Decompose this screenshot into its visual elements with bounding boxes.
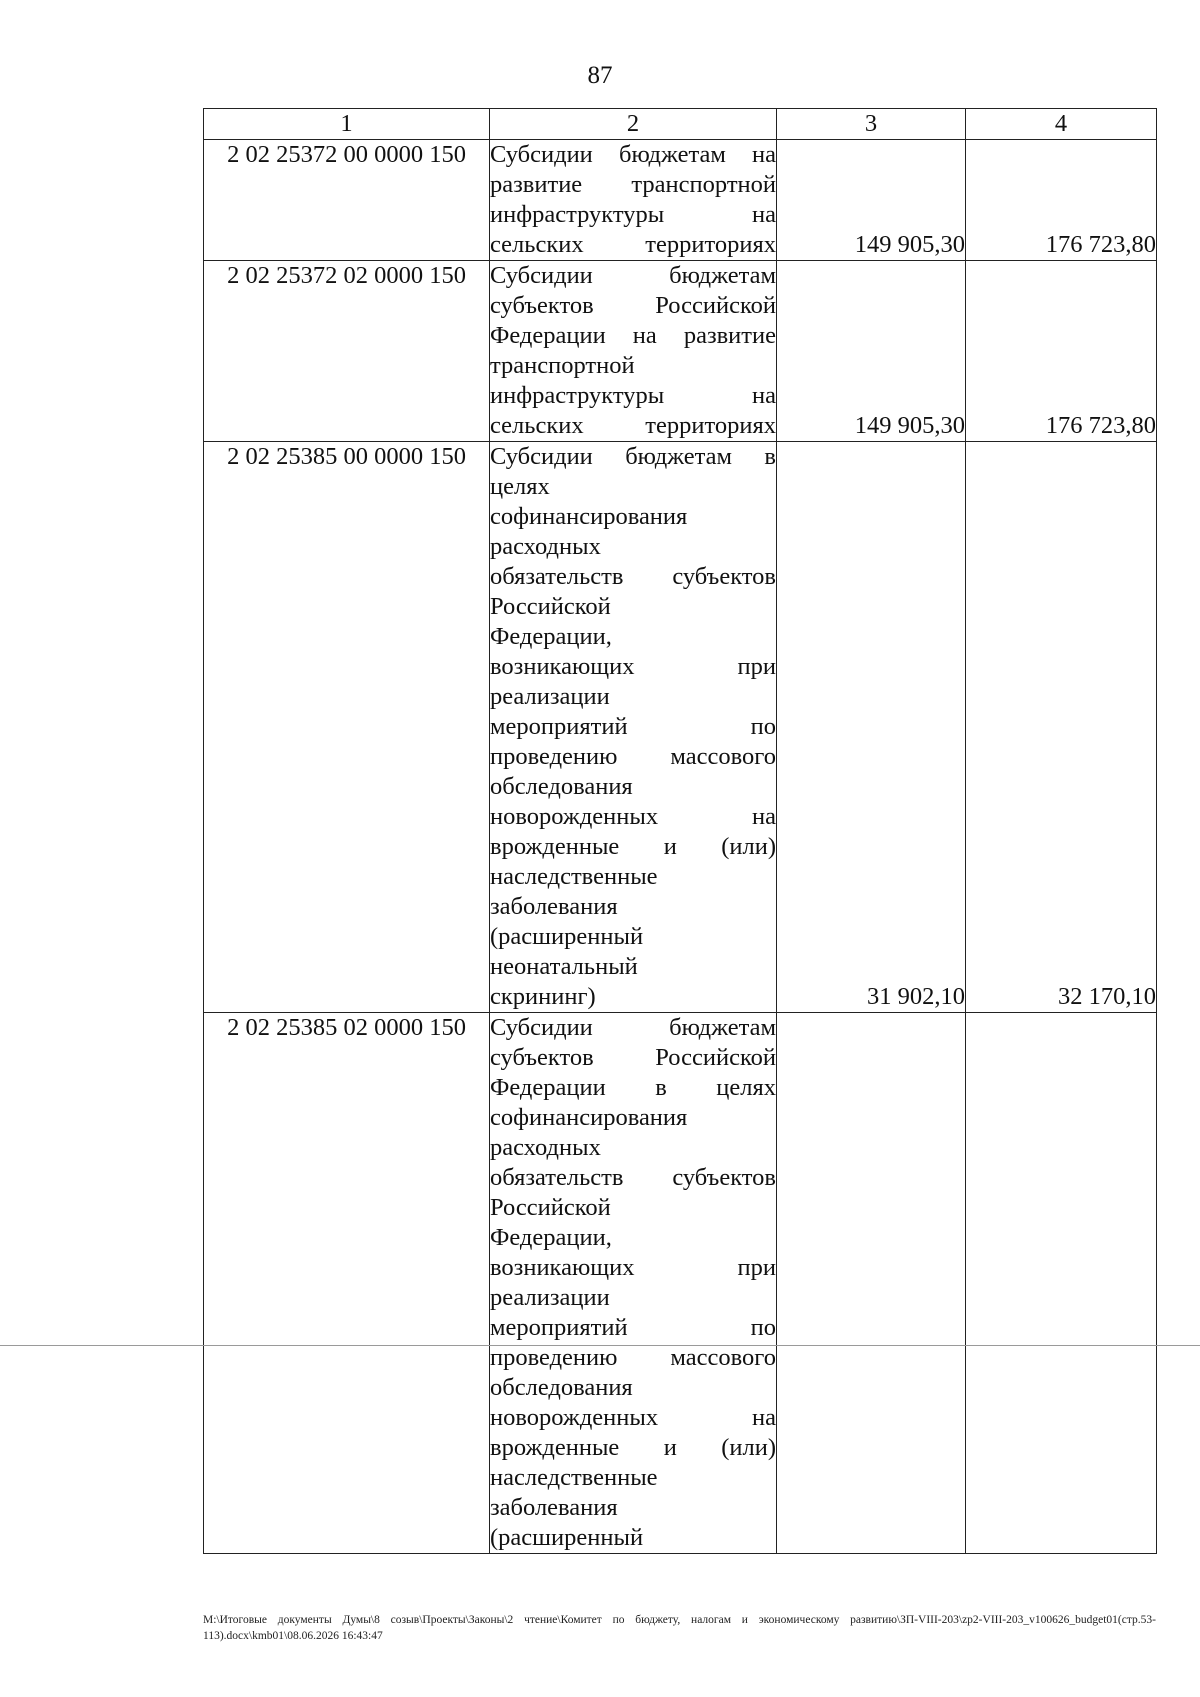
description-line: инфраструктуры на (490, 201, 776, 228)
budget-code-cell: 2 02 25385 02 0000 150 (204, 1013, 490, 1554)
table-header-row (204, 109, 1157, 140)
description-line: наследственные (490, 863, 658, 890)
description-line: Субсидии бюджетам в (490, 443, 776, 470)
column-header: 1 (204, 109, 490, 140)
description-line: реализации (490, 1284, 610, 1311)
description-line: субъектов Российской (490, 292, 776, 319)
value-col-4-cell (966, 1013, 1157, 1554)
description-line: возникающих при (490, 653, 776, 680)
value-col-4-cell: 32 170,10 (966, 442, 1157, 1013)
description-line: транспортной (490, 352, 635, 379)
value-col-3-cell: 31 902,10 (777, 442, 966, 1013)
description-line: Субсидии бюджетам на (490, 141, 776, 168)
scan-fold-line (0, 1345, 1200, 1346)
description-line: Федерации в целях (490, 1074, 776, 1101)
table-row (204, 261, 1157, 442)
description-line: целях (490, 473, 550, 500)
description-line: неонатальный (490, 953, 638, 980)
description-line: (расширенный (490, 923, 644, 950)
description-line: софинансирования (490, 503, 688, 530)
description-line: сельских территориях (490, 412, 776, 439)
value-col-3-cell: 149 905,30 (777, 261, 966, 442)
description-line: обследования (490, 773, 633, 800)
description-line: проведению массового (490, 1344, 776, 1371)
budget-code-cell: 2 02 25385 00 0000 150 (204, 442, 490, 1013)
description-line: возникающих при (490, 1254, 776, 1281)
description-line: развитие транспортной (490, 171, 776, 198)
budget-code-cell: 2 02 25372 00 0000 150 (204, 140, 490, 261)
description-line: проведению массового (490, 743, 776, 770)
description-line: сельских территориях (490, 231, 776, 258)
description-line: скрининг) (490, 983, 596, 1010)
column-header: 3 (777, 109, 966, 140)
description-line: Федерации, (490, 623, 612, 650)
description-line: мероприятий по (490, 713, 776, 740)
description-cell (490, 261, 777, 442)
column-header: 2 (490, 109, 777, 140)
description-line: заболевания (490, 893, 618, 920)
table-row (204, 1013, 1157, 1554)
description-line: новорожденных на (490, 1404, 776, 1431)
description-line: обязательств субъектов (490, 1164, 776, 1191)
description-line: обязательств субъектов (490, 563, 776, 590)
description-line: расходных (490, 533, 601, 560)
value-col-3-cell (777, 1013, 966, 1554)
page-number: 87 (587, 62, 613, 89)
description-line: инфраструктуры на (490, 382, 776, 409)
description-line: Федерации, (490, 1224, 612, 1251)
column-header: 4 (966, 109, 1157, 140)
description-line: новорожденных на (490, 803, 776, 830)
description-line: обследования (490, 1374, 633, 1401)
description-cell (490, 140, 777, 261)
description-line: расходных (490, 1134, 601, 1161)
description-line: Субсидии бюджетам (490, 1014, 776, 1041)
description-line: Российской (490, 593, 611, 620)
table-row (204, 442, 1157, 1013)
description-line: наследственные (490, 1464, 658, 1491)
description-line: субъектов Российской (490, 1044, 776, 1071)
value-col-3-cell: 149 905,30 (777, 140, 966, 261)
description-cell (490, 442, 777, 1013)
description-line: мероприятий по (490, 1314, 776, 1341)
description-line: врожденные и (или) (490, 833, 776, 860)
description-line: реализации (490, 683, 610, 710)
description-line: врожденные и (или) (490, 1434, 776, 1461)
table-row (204, 140, 1157, 261)
description-line: заболевания (490, 1494, 618, 1521)
value-col-4-cell: 176 723,80 (966, 140, 1157, 261)
budget-code-cell: 2 02 25372 02 0000 150 (204, 261, 490, 442)
footer-file-path: M:\Итоговые документы Думы\8 созыв\Проекты\Законы\2 чтение\Комитет по бюджету, налогам и экономическому развитию\ЗП-VIII-203\zp2-VIII-203_v100626_budget01(стр.53-113).docx\kmb01\08.06.2026 16:43:47 (203, 1614, 1156, 1642)
description-line: (расширенный (490, 1524, 644, 1551)
description-line: Российской (490, 1194, 611, 1221)
description-line: Субсидии бюджетам (490, 262, 776, 289)
table-body (204, 140, 1157, 1554)
budget-table (203, 108, 1157, 1554)
description-line: софинансирования (490, 1104, 688, 1131)
description-line: Федерации на развитие (490, 322, 776, 349)
value-col-4-cell: 176 723,80 (966, 261, 1157, 442)
description-cell (490, 1013, 777, 1554)
